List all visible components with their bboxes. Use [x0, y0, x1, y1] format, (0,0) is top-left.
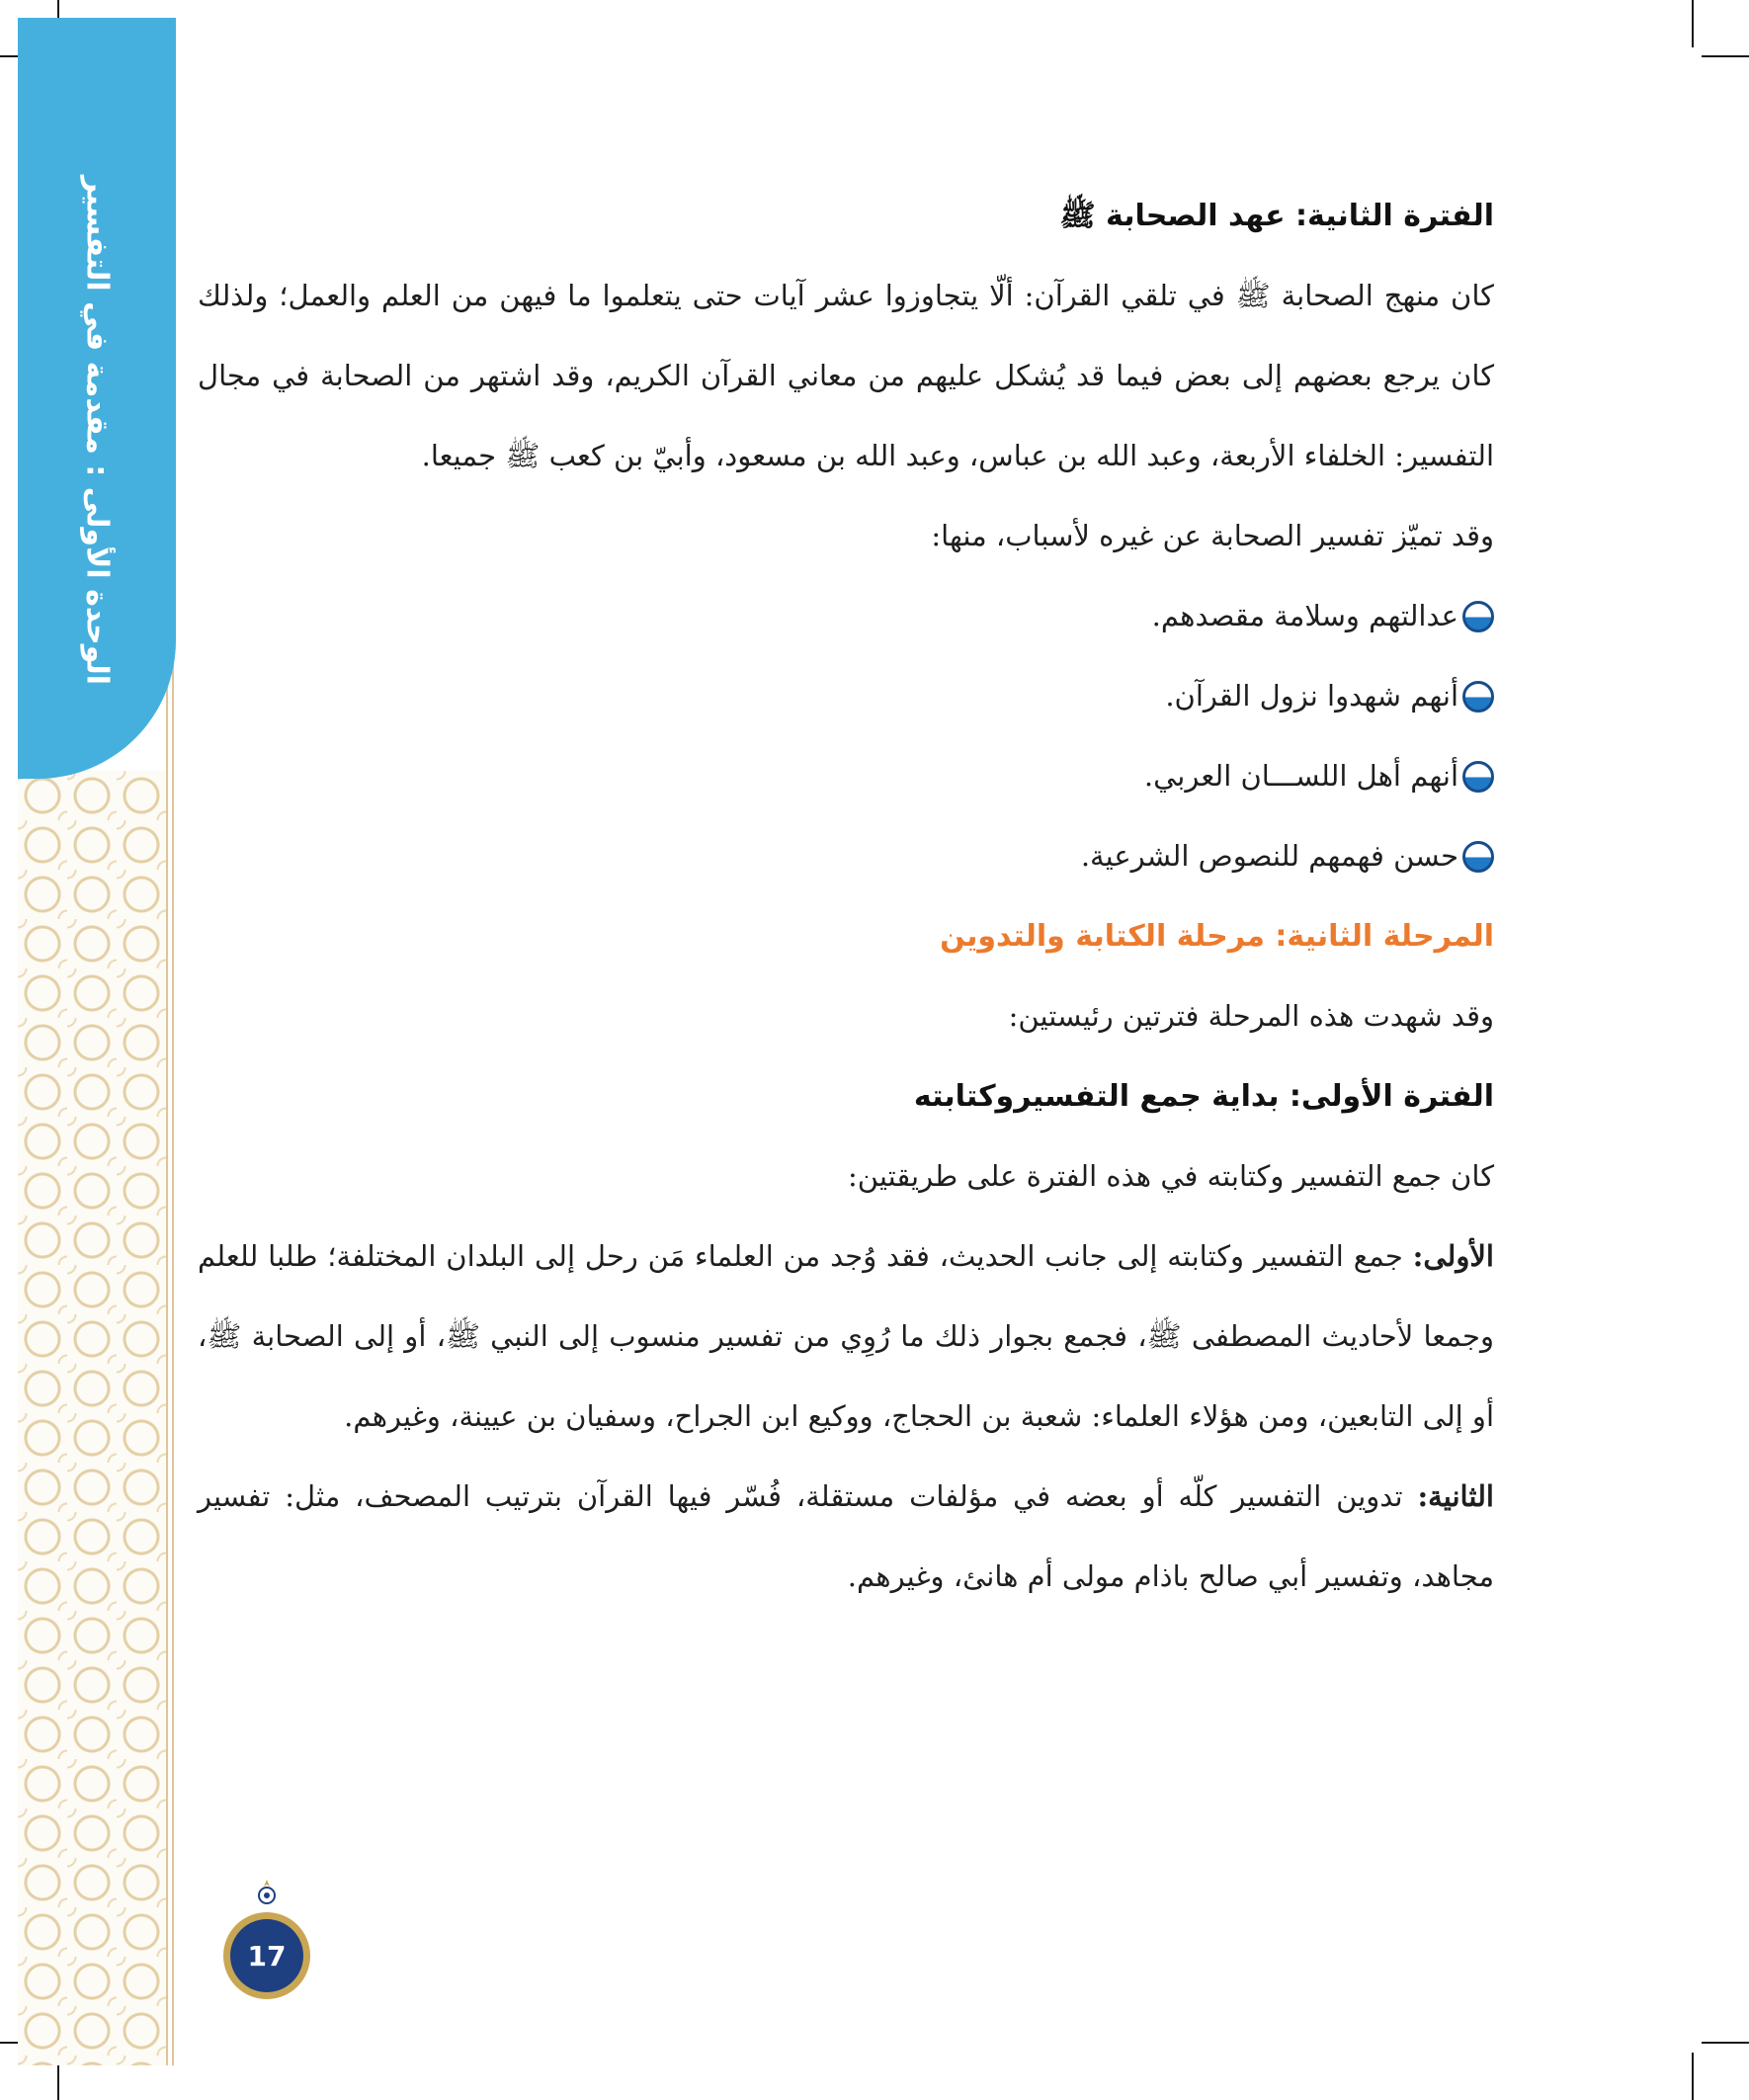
- unit-sidebar-tab: [18, 18, 176, 779]
- second-method-label: الثانية:: [1417, 1479, 1494, 1513]
- crop-mark: [1692, 2053, 1694, 2100]
- circle-bullet-icon: [1462, 761, 1494, 793]
- second-method-text: تدوين التفسير كلّه أو بعضه في مؤلفات مستقلة، فُسّر فيها القرآن بترتيب المصحف، مثل: تفسير مجاهد، وتفسير أبي صالح باذام مولى أم هانئ، وغيرهم.: [198, 1479, 1494, 1593]
- list-item: [198, 816, 1494, 896]
- badge-ornament-icon: [255, 1878, 279, 1907]
- sub-heading-first-period: الفترة الأولى: بداية جمع التفسيروكتابته: [913, 1079, 1494, 1114]
- paragraph-companions-method: كان منهج الصحابة ﷺ في تلقي القرآن: ألّا يتجاوزوا عشر آيات حتى يتعلموا ما فيهن من العلم والعمل؛ ولذلك كان يرجع بعضهم إلى بعض فيما قد يُشكل عليهم من معاني القرآن الكريم، وقد اشتهر من الصحابة في مجال التفسير: الخلفاء الأربعة، وعبد الله بن عباس، وعبد الله بن مسعود، وأبيّ بن كعب ﷺ جميعا.: [198, 279, 1494, 472]
- main-content: [198, 176, 1494, 1617]
- ornamental-border-line: [166, 632, 174, 2065]
- circle-bullet-icon: [1462, 841, 1494, 873]
- list-item: [198, 736, 1494, 816]
- list-item-text: أنهم أهل اللســـان العربي.: [1143, 759, 1458, 793]
- paragraph-second-method: [198, 1457, 1494, 1617]
- list-item-text: حسن فهمهم للنصوص الشرعية.: [1080, 839, 1458, 873]
- crop-mark: [1702, 2042, 1749, 2044]
- section-heading-writing-stage: المرحلة الثانية: مرحلة الكتابة والتدوين: [940, 919, 1494, 954]
- unit-title: الوحدة الأولى : مقدمة في التفسير: [79, 175, 115, 686]
- circle-bullet-icon: [1462, 601, 1494, 632]
- first-method-label: الأولى:: [1412, 1239, 1494, 1273]
- page-number-badge: [223, 1912, 310, 1999]
- list-item-text: أنهم شهدوا نزول القرآن.: [1165, 679, 1458, 713]
- ornamental-border-pattern: [18, 771, 166, 2065]
- page-number: 17: [230, 1919, 303, 1992]
- crop-mark: [1692, 0, 1694, 47]
- paragraph-stage-intro: وقد شهدت هذه المرحلة فترتين رئيستين:: [1008, 999, 1494, 1033]
- list-item: [198, 576, 1494, 656]
- list-item-text: عدالتهم وسلامة مقصدهم.: [1151, 599, 1458, 632]
- section-heading-companions: الفترة الثانية: عهد الصحابة ﷺ: [1059, 199, 1494, 233]
- paragraph-distinction-intro: وقد تميّز تفسير الصحابة عن غيره لأسباب، منها:: [931, 519, 1494, 552]
- circle-bullet-icon: [1462, 681, 1494, 713]
- crop-mark: [1702, 55, 1749, 57]
- paragraph-first-method: [198, 1217, 1494, 1457]
- paragraph-two-methods-intro: كان جمع التفسير وكتابته في هذه الفترة على طريقتين:: [847, 1159, 1494, 1193]
- list-item: [198, 656, 1494, 736]
- first-method-text: جمع التفسير وكتابته إلى جانب الحديث، فقد وُجد من العلماء مَن رحل إلى البلدان المختلفة؛ طلبا للعلم وجمعا لأحاديث المصطفى ﷺ، فجمع بجوار ذلك ما رُوِي من تفسير منسوب إلى النبي ﷺ، أو إلى الصحابة ﷺ، أو إلى التابعين، ومن هؤلاء العلماء: شعبة بن الحجاج، ووكيع ابن الجراح، وسفيان بن عيينة، وغيرهم.: [198, 1239, 1494, 1433]
